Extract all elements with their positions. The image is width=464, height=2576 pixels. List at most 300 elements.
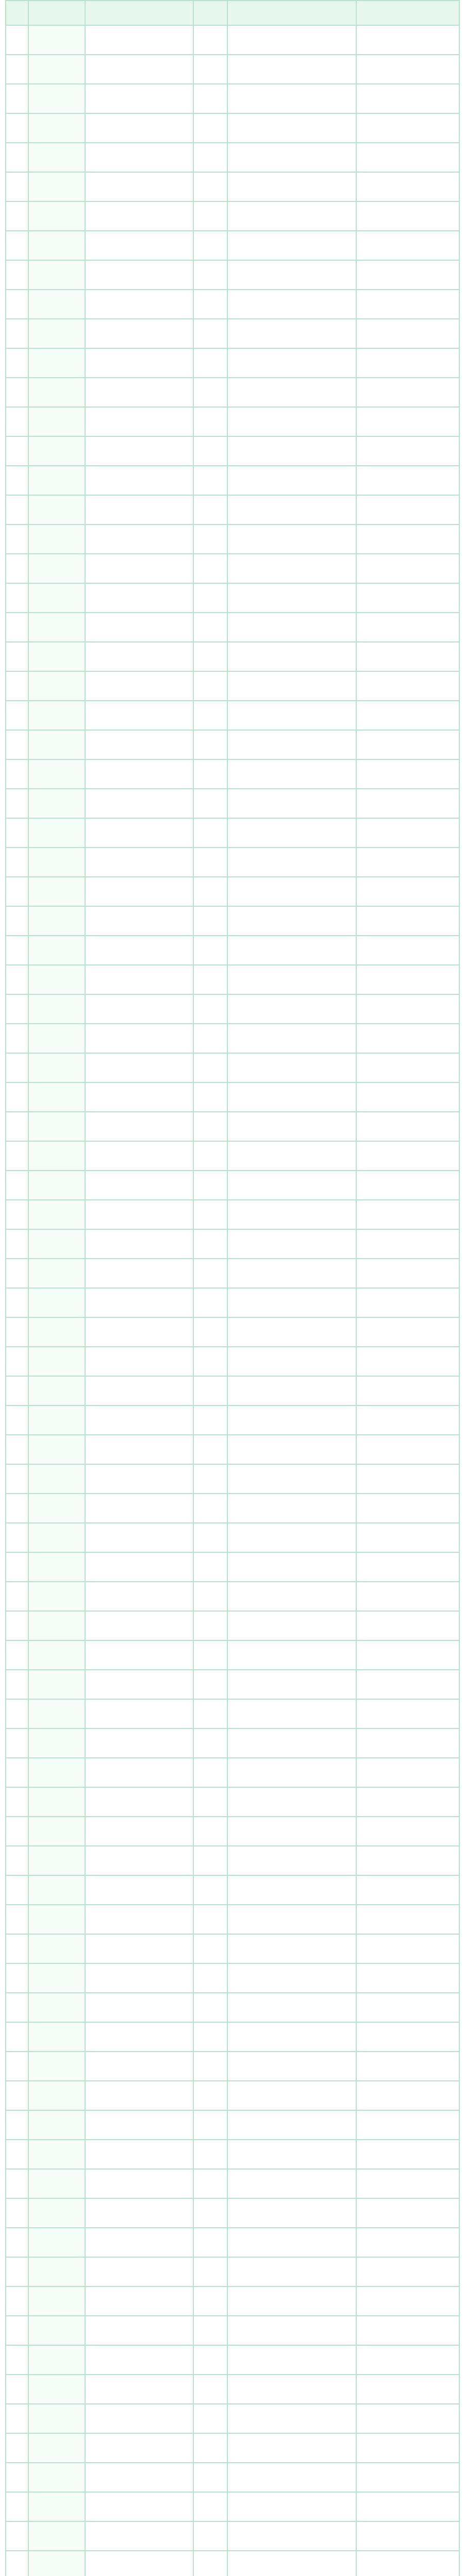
- address-cell: [227, 1405, 356, 1435]
- row-index-cell: [6, 730, 28, 759]
- class-count-cell: [193, 1053, 227, 1082]
- kindergarten-table: [5, 0, 460, 2576]
- phone-cell: [356, 1405, 459, 1435]
- class-count-cell: [193, 613, 227, 642]
- header-district: [28, 1, 85, 25]
- class-count-cell: [193, 1494, 227, 1523]
- district-cell: [28, 730, 85, 759]
- school-name-cell: [85, 290, 193, 319]
- phone-cell: [356, 2375, 459, 2404]
- school-name-cell: [85, 1728, 193, 1758]
- table-row: [6, 1699, 459, 1728]
- school-name-cell: [85, 1200, 193, 1229]
- phone-cell: [356, 613, 459, 642]
- table-row: [6, 1963, 459, 1993]
- table-row: [6, 436, 459, 466]
- phone-cell: [356, 1758, 459, 1787]
- school-name-cell: [85, 1347, 193, 1376]
- row-index-cell: [6, 2521, 28, 2551]
- row-index-cell: [6, 2169, 28, 2198]
- table-row: [6, 1494, 459, 1523]
- school-name-cell: [85, 848, 193, 877]
- district-cell: [28, 1993, 85, 2022]
- table-row: [6, 1259, 459, 1288]
- address-cell: [227, 2521, 356, 2551]
- table-row: [6, 1611, 459, 1640]
- district-cell: [28, 2345, 85, 2375]
- district-cell: [28, 936, 85, 965]
- phone-cell: [356, 994, 459, 1024]
- phone-cell: [356, 290, 459, 319]
- school-name-cell: [85, 2052, 193, 2081]
- school-name-cell: [85, 378, 193, 407]
- class-count-cell: [193, 1376, 227, 1405]
- district-cell: [28, 201, 85, 231]
- row-index-cell: [6, 290, 28, 319]
- class-count-cell: [193, 524, 227, 554]
- row-index-cell: [6, 1728, 28, 1758]
- table-row: [6, 201, 459, 231]
- address-cell: [227, 172, 356, 201]
- address-cell: [227, 201, 356, 231]
- row-index-cell: [6, 466, 28, 495]
- address-cell: [227, 877, 356, 906]
- class-count-cell: [193, 1024, 227, 1053]
- row-index-cell: [6, 2198, 28, 2228]
- address-cell: [227, 1494, 356, 1523]
- header-phone: [356, 1, 459, 25]
- school-name-cell: [85, 113, 193, 143]
- row-index-cell: [6, 1347, 28, 1376]
- class-count-cell: [193, 1082, 227, 1112]
- phone-cell: [356, 1464, 459, 1494]
- district-cell: [28, 1934, 85, 1963]
- row-index-cell: [6, 2228, 28, 2257]
- phone-cell: [356, 1875, 459, 1905]
- phone-cell: [356, 524, 459, 554]
- table-row: [6, 495, 459, 524]
- table-row: [6, 1141, 459, 1171]
- phone-cell: [356, 2345, 459, 2375]
- table-row: [6, 2257, 459, 2286]
- school-name-cell: [85, 965, 193, 994]
- row-index-cell: [6, 789, 28, 818]
- address-cell: [227, 1582, 356, 1611]
- address-cell: [227, 1112, 356, 1141]
- row-index-cell: [6, 759, 28, 789]
- table-row: [6, 1053, 459, 1082]
- phone-cell: [356, 2521, 459, 2551]
- phone-cell: [356, 1376, 459, 1405]
- table-row: [6, 1934, 459, 1963]
- row-index-cell: [6, 1405, 28, 1435]
- school-name-cell: [85, 936, 193, 965]
- table-row: [6, 1347, 459, 1376]
- district-cell: [28, 495, 85, 524]
- row-index-cell: [6, 2404, 28, 2433]
- row-index-cell: [6, 231, 28, 260]
- phone-cell: [356, 172, 459, 201]
- district-cell: [28, 1758, 85, 1787]
- school-name-cell: [85, 730, 193, 759]
- school-name-cell: [85, 1582, 193, 1611]
- school-name-cell: [85, 2022, 193, 2052]
- district-cell: [28, 1817, 85, 1846]
- row-index-cell: [6, 2286, 28, 2316]
- class-count-cell: [193, 2433, 227, 2463]
- row-index-cell: [6, 2316, 28, 2345]
- school-name-cell: [85, 25, 193, 55]
- table-row: [6, 877, 459, 906]
- table-row: [6, 2316, 459, 2345]
- address-cell: [227, 1905, 356, 1934]
- class-count-cell: [193, 2286, 227, 2316]
- address-cell: [227, 1993, 356, 2022]
- class-count-cell: [193, 2316, 227, 2345]
- row-index-cell: [6, 2463, 28, 2492]
- district-cell: [28, 1347, 85, 1376]
- address-cell: [227, 1259, 356, 1288]
- row-index-cell: [6, 1552, 28, 1582]
- phone-cell: [356, 906, 459, 936]
- school-name-cell: [85, 789, 193, 818]
- district-cell: [28, 2316, 85, 2345]
- school-name-cell: [85, 1464, 193, 1494]
- row-index-cell: [6, 1200, 28, 1229]
- table-row: [6, 1376, 459, 1405]
- phone-cell: [356, 1963, 459, 1993]
- phone-cell: [356, 671, 459, 701]
- class-count-cell: [193, 1758, 227, 1787]
- table-row: [6, 1552, 459, 1582]
- address-cell: [227, 2110, 356, 2140]
- table-row: [6, 55, 459, 84]
- class-count-cell: [193, 1171, 227, 1200]
- phone-cell: [356, 759, 459, 789]
- table-row: [6, 1024, 459, 1053]
- row-index-cell: [6, 701, 28, 730]
- row-index-cell: [6, 2375, 28, 2404]
- row-index-cell: [6, 348, 28, 378]
- class-count-cell: [193, 378, 227, 407]
- row-index-cell: [6, 2492, 28, 2521]
- class-count-cell: [193, 1728, 227, 1758]
- table-row: [6, 1905, 459, 1934]
- address-cell: [227, 818, 356, 848]
- phone-cell: [356, 1846, 459, 1875]
- table-row: [6, 2375, 459, 2404]
- table-row: [6, 2404, 459, 2433]
- class-count-cell: [193, 1435, 227, 1464]
- table-row: [6, 1317, 459, 1347]
- phone-cell: [356, 1317, 459, 1347]
- phone-cell: [356, 583, 459, 613]
- row-index-cell: [6, 1670, 28, 1699]
- class-count-cell: [193, 55, 227, 84]
- address-cell: [227, 2316, 356, 2345]
- school-name-cell: [85, 1934, 193, 1963]
- district-cell: [28, 1905, 85, 1934]
- table-row: [6, 789, 459, 818]
- district-cell: [28, 407, 85, 436]
- school-name-cell: [85, 554, 193, 583]
- district-cell: [28, 1640, 85, 1670]
- school-name-cell: [85, 1435, 193, 1464]
- school-name-cell: [85, 994, 193, 1024]
- table-row: [6, 2169, 459, 2198]
- table-body: [6, 25, 459, 2576]
- class-count-cell: [193, 1288, 227, 1317]
- school-name-cell: [85, 1259, 193, 1288]
- school-name-cell: [85, 201, 193, 231]
- school-name-cell: [85, 84, 193, 113]
- row-index-cell: [6, 1963, 28, 1993]
- district-cell: [28, 1259, 85, 1288]
- row-index-cell: [6, 906, 28, 936]
- class-count-cell: [193, 231, 227, 260]
- school-name-cell: [85, 2198, 193, 2228]
- district-cell: [28, 671, 85, 701]
- address-cell: [227, 2052, 356, 2081]
- address-cell: [227, 1523, 356, 1552]
- address-cell: [227, 936, 356, 965]
- phone-cell: [356, 2463, 459, 2492]
- header-index: [6, 1, 28, 25]
- phone-cell: [356, 436, 459, 466]
- row-index-cell: [6, 436, 28, 466]
- school-name-cell: [85, 495, 193, 524]
- class-count-cell: [193, 1640, 227, 1670]
- phone-cell: [356, 965, 459, 994]
- address-cell: [227, 2257, 356, 2286]
- table-row: [6, 1464, 459, 1494]
- address-cell: [227, 2375, 356, 2404]
- row-index-cell: [6, 524, 28, 554]
- row-index-cell: [6, 1817, 28, 1846]
- class-count-cell: [193, 1846, 227, 1875]
- phone-cell: [356, 1582, 459, 1611]
- table-row: [6, 290, 459, 319]
- district-cell: [28, 789, 85, 818]
- school-name-cell: [85, 2286, 193, 2316]
- address-cell: [227, 143, 356, 172]
- phone-cell: [356, 143, 459, 172]
- phone-cell: [356, 1523, 459, 1552]
- phone-cell: [356, 1112, 459, 1141]
- phone-cell: [356, 1552, 459, 1582]
- school-name-cell: [85, 1905, 193, 1934]
- row-index-cell: [6, 1082, 28, 1112]
- address-cell: [227, 1053, 356, 1082]
- class-count-cell: [193, 2375, 227, 2404]
- school-name-cell: [85, 1317, 193, 1347]
- row-index-cell: [6, 1699, 28, 1728]
- address-cell: [227, 407, 356, 436]
- district-cell: [28, 994, 85, 1024]
- phone-cell: [356, 1141, 459, 1171]
- school-name-cell: [85, 524, 193, 554]
- school-name-cell: [85, 1699, 193, 1728]
- table-row: [6, 730, 459, 759]
- phone-cell: [356, 2404, 459, 2433]
- table-row: [6, 701, 459, 730]
- school-name-cell: [85, 1817, 193, 1846]
- school-name-cell: [85, 1405, 193, 1435]
- table-row: [6, 2286, 459, 2316]
- address-cell: [227, 1464, 356, 1494]
- row-index-cell: [6, 2140, 28, 2169]
- table-row: [6, 143, 459, 172]
- district-cell: [28, 172, 85, 201]
- district-cell: [28, 1963, 85, 1993]
- phone-cell: [356, 2081, 459, 2110]
- table-row: [6, 84, 459, 113]
- row-index-cell: [6, 2110, 28, 2140]
- address-cell: [227, 848, 356, 877]
- row-index-cell: [6, 172, 28, 201]
- class-count-cell: [193, 1523, 227, 1552]
- district-cell: [28, 1494, 85, 1523]
- class-count-cell: [193, 2257, 227, 2286]
- address-cell: [227, 2081, 356, 2110]
- header-school-name: [85, 1, 193, 25]
- class-count-cell: [193, 906, 227, 936]
- header-class-count: [193, 1, 227, 25]
- row-index-cell: [6, 936, 28, 965]
- phone-cell: [356, 1053, 459, 1082]
- phone-cell: [356, 2228, 459, 2257]
- address-cell: [227, 466, 356, 495]
- district-cell: [28, 2052, 85, 2081]
- address-cell: [227, 1728, 356, 1758]
- class-count-cell: [193, 84, 227, 113]
- table-row: [6, 554, 459, 583]
- phone-cell: [356, 554, 459, 583]
- class-count-cell: [193, 1993, 227, 2022]
- table-row: [6, 642, 459, 671]
- district-cell: [28, 260, 85, 290]
- school-name-cell: [85, 436, 193, 466]
- phone-cell: [356, 407, 459, 436]
- phone-cell: [356, 1259, 459, 1288]
- school-name-cell: [85, 1993, 193, 2022]
- district-cell: [28, 524, 85, 554]
- class-count-cell: [193, 1552, 227, 1582]
- phone-cell: [356, 642, 459, 671]
- class-count-cell: [193, 877, 227, 906]
- table-row: [6, 671, 459, 701]
- class-count-cell: [193, 260, 227, 290]
- address-cell: [227, 2404, 356, 2433]
- address-cell: [227, 2492, 356, 2521]
- class-count-cell: [193, 701, 227, 730]
- table-row: [6, 906, 459, 936]
- school-name-cell: [85, 1112, 193, 1141]
- row-index-cell: [6, 407, 28, 436]
- school-name-cell: [85, 1758, 193, 1787]
- district-cell: [28, 1112, 85, 1141]
- school-name-cell: [85, 642, 193, 671]
- address-cell: [227, 554, 356, 583]
- district-cell: [28, 2375, 85, 2404]
- school-name-cell: [85, 1846, 193, 1875]
- school-name-cell: [85, 583, 193, 613]
- phone-cell: [356, 2198, 459, 2228]
- table-row: [6, 818, 459, 848]
- table-row: [6, 1993, 459, 2022]
- phone-cell: [356, 2169, 459, 2198]
- table-row: [6, 1787, 459, 1817]
- class-count-cell: [193, 1670, 227, 1699]
- district-cell: [28, 348, 85, 378]
- table-row: [6, 407, 459, 436]
- address-cell: [227, 965, 356, 994]
- table-row: [6, 113, 459, 143]
- class-count-cell: [193, 1963, 227, 1993]
- address-cell: [227, 1846, 356, 1875]
- phone-cell: [356, 1817, 459, 1846]
- phone-cell: [356, 789, 459, 818]
- address-cell: [227, 2345, 356, 2375]
- district-cell: [28, 2198, 85, 2228]
- table-row: [6, 1817, 459, 1846]
- address-cell: [227, 1670, 356, 1699]
- address-cell: [227, 1082, 356, 1112]
- phone-cell: [356, 1728, 459, 1758]
- table-row: [6, 1171, 459, 1200]
- school-name-cell: [85, 1611, 193, 1640]
- address-cell: [227, 2198, 356, 2228]
- class-count-cell: [193, 1229, 227, 1259]
- phone-cell: [356, 2140, 459, 2169]
- district-cell: [28, 1082, 85, 1112]
- school-name-cell: [85, 671, 193, 701]
- class-count-cell: [193, 1317, 227, 1347]
- school-name-cell: [85, 1082, 193, 1112]
- address-cell: [227, 759, 356, 789]
- district-cell: [28, 759, 85, 789]
- district-cell: [28, 701, 85, 730]
- address-cell: [227, 1758, 356, 1787]
- row-index-cell: [6, 1141, 28, 1171]
- table-row: [6, 2052, 459, 2081]
- address-cell: [227, 701, 356, 730]
- phone-cell: [356, 1494, 459, 1523]
- class-count-cell: [193, 2140, 227, 2169]
- district-cell: [28, 1728, 85, 1758]
- address-cell: [227, 730, 356, 759]
- district-cell: [28, 1611, 85, 1640]
- class-count-cell: [193, 1787, 227, 1817]
- table-row: [6, 2228, 459, 2257]
- row-index-cell: [6, 1376, 28, 1405]
- row-index-cell: [6, 260, 28, 290]
- row-index-cell: [6, 1229, 28, 1259]
- table-row: [6, 25, 459, 55]
- table-row: [6, 583, 459, 613]
- district-cell: [28, 143, 85, 172]
- class-count-cell: [193, 2463, 227, 2492]
- class-count-cell: [193, 1905, 227, 1934]
- school-name-cell: [85, 701, 193, 730]
- table-row: [6, 848, 459, 877]
- row-index-cell: [6, 1905, 28, 1934]
- phone-cell: [356, 1993, 459, 2022]
- phone-cell: [356, 319, 459, 348]
- row-index-cell: [6, 818, 28, 848]
- table-row: [6, 260, 459, 290]
- address-cell: [227, 1435, 356, 1464]
